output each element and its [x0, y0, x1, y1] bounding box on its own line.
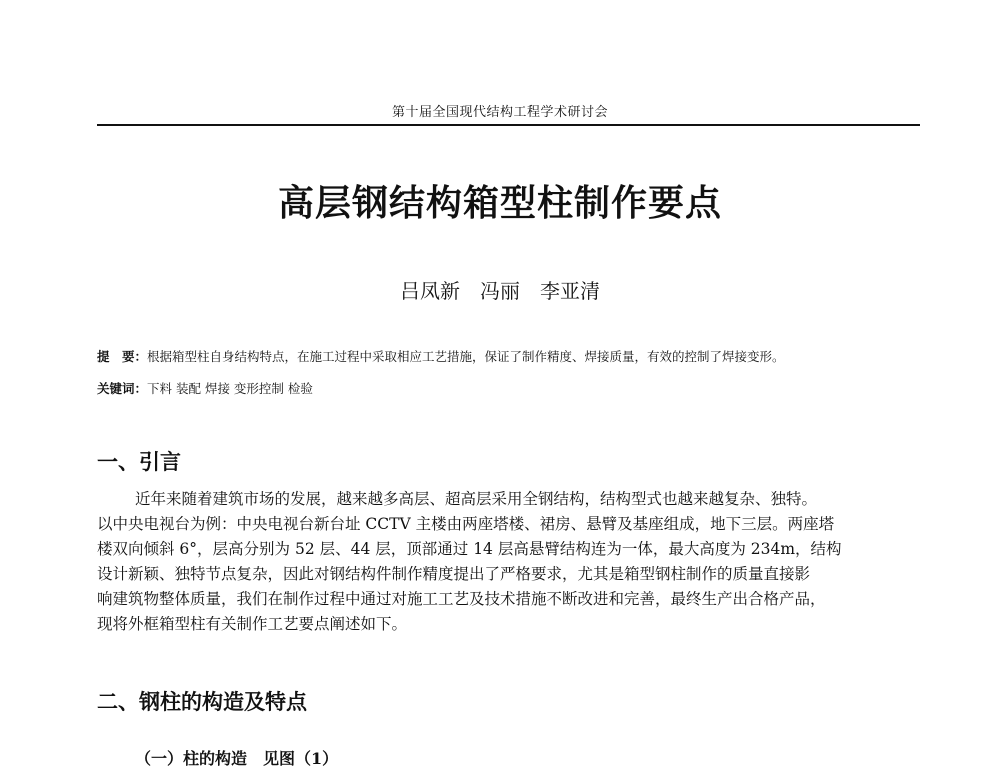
paragraph-line: 设计新颖、独特节点复杂，因此对钢结构件制作精度提出了严格要求，尤其是箱型钢柱制作的质量直接影: [97, 565, 811, 583]
section-heading-introduction: 一、引言: [97, 450, 181, 474]
keywords-label: 关键词：: [97, 381, 148, 396]
paper-title: 高层钢结构箱型柱制作要点: [277, 183, 722, 224]
section-heading-column-structure: 二、钢柱的构造及特点: [97, 690, 307, 714]
introduction-paragraph: [97, 487, 923, 637]
paragraph-line: 楼双向倾斜 6°，层高分别为 52 层、44 层，顶部通过 14 层高悬臂结构连为一体，最大高度为 234m，结构: [97, 540, 842, 558]
subsection-heading: （一）柱的构造 见图（1）: [135, 749, 339, 768]
abstract: [97, 347, 927, 365]
paragraph-line: 近年来随着建筑市场的发展，越来越多高层、超高层采用全钢结构，结构型式也越来越复杂、独特。: [135, 490, 818, 508]
paragraph-line: 现将外框箱型柱有关制作工艺要点阐述如下。: [97, 615, 408, 633]
keywords-text: 下料 装配 焊接 变形控制 检验: [147, 381, 313, 396]
paragraph-line: 以中央电视台为例：中央电视台新台址 CCTV 主楼由两座塔楼、裙房、悬臂及基座组成，地下三层。两座塔: [97, 515, 835, 533]
keywords: [97, 379, 927, 397]
abstract-text: 根据箱型柱自身结构特点，在施工过程中采取相应工艺措施，保证了制作精度、焊接质量，有效的控制了焊接变形。: [147, 349, 785, 364]
running-header: 第十届全国现代结构工程学术研讨会: [391, 105, 608, 120]
author-list: 吕凤新 冯丽 李亚清: [400, 279, 600, 303]
abstract-label: 提 要：: [97, 349, 148, 364]
header-rule: [97, 124, 920, 126]
paragraph-line: 响建筑物整体质量，我们在制作过程中通过对施工工艺及技术措施不断改进和完善，最终生产出合格产品，: [97, 590, 826, 608]
